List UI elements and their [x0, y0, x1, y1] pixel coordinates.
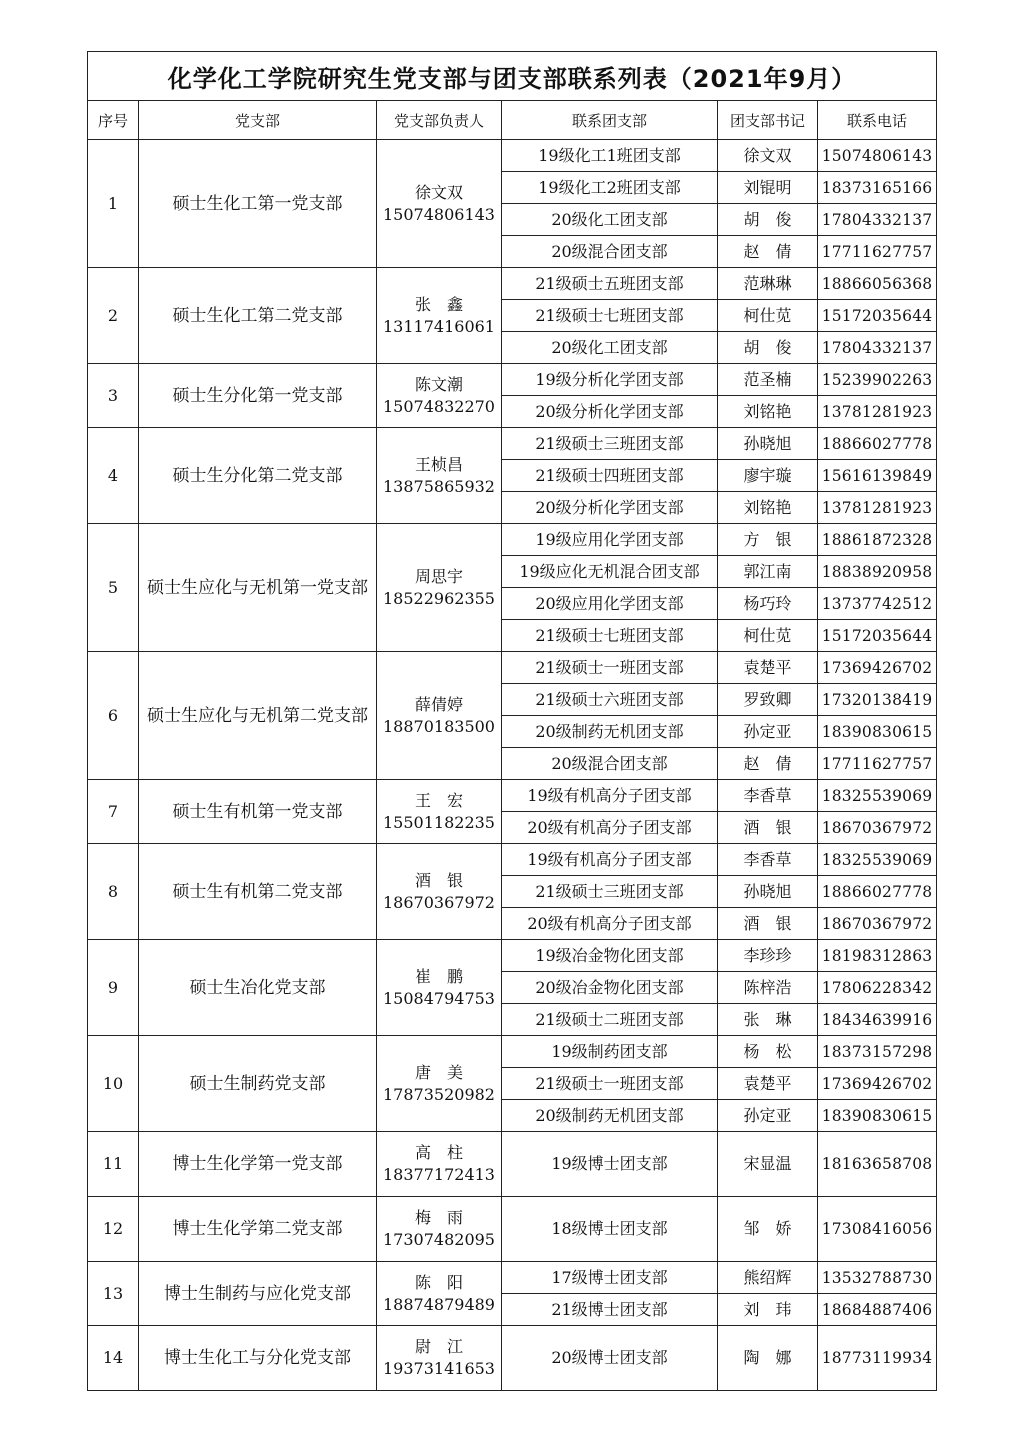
league-branch: 19级博士团支部 — [502, 1132, 718, 1197]
league-secretary: 袁楚平 — [718, 652, 818, 684]
branch-leader-cell — [377, 364, 502, 428]
contact-phone: 17320138419 — [818, 684, 937, 716]
contact-phone: 17711627757 — [818, 236, 937, 268]
branch-leader-cell — [377, 1132, 502, 1197]
league-branch: 19级化工2班团支部 — [502, 172, 718, 204]
league-branch: 20级冶金物化团支部 — [502, 972, 718, 1004]
branch-number: 12 — [88, 1197, 139, 1262]
league-secretary: 柯仕苋 — [718, 300, 818, 332]
branch-leader-phone: 15501182235 — [383, 812, 495, 832]
league-branch: 20级分析化学团支部 — [502, 396, 718, 428]
party-branch-name: 博士生制药与应化党支部 — [139, 1262, 377, 1326]
league-branch: 20级分析化学团支部 — [502, 492, 718, 524]
branch-number: 14 — [88, 1326, 139, 1391]
contact-phone: 15239902263 — [818, 364, 937, 396]
table-row — [88, 1197, 937, 1262]
league-branch: 21级硕士一班团支部 — [502, 652, 718, 684]
branch-number: 9 — [88, 940, 139, 1036]
contact-phone: 17308416056 — [818, 1197, 937, 1262]
column-header-leader: 党支部负责人 — [377, 101, 502, 140]
contact-phone: 15616139849 — [818, 460, 937, 492]
league-secretary: 刘铭艳 — [718, 396, 818, 428]
league-secretary: 袁楚平 — [718, 1068, 818, 1100]
league-secretary: 邹 娇 — [718, 1197, 818, 1262]
league-branch: 21级硕士二班团支部 — [502, 1004, 718, 1036]
branch-leader-phone: 18377172413 — [383, 1165, 495, 1184]
league-secretary: 范圣楠 — [718, 364, 818, 396]
contact-phone: 18670367972 — [818, 812, 937, 844]
league-branch: 21级硕士一班团支部 — [502, 1068, 718, 1100]
league-branch: 19级化工1班团支部 — [502, 140, 718, 172]
branch-number: 13 — [88, 1262, 139, 1326]
league-branch: 17级博士团支部 — [502, 1262, 718, 1294]
contact-phone: 15074806143 — [818, 140, 937, 172]
branch-leader-phone: 18670367972 — [383, 892, 495, 912]
branch-number: 2 — [88, 268, 139, 364]
branch-leader-cell — [377, 1197, 502, 1262]
league-branch: 19级有机高分子团支部 — [502, 780, 718, 812]
league-branch: 20级制药无机团支部 — [502, 1100, 718, 1132]
contact-phone: 18861872328 — [818, 524, 937, 556]
league-branch: 20级混合团支部 — [502, 236, 718, 268]
branch-number: 11 — [88, 1132, 139, 1197]
table-row — [88, 940, 937, 972]
table-row — [88, 652, 937, 684]
contact-phone: 15172035644 — [818, 620, 937, 652]
branch-leader-name: 徐文双 — [414, 182, 463, 202]
table-body — [88, 140, 937, 1391]
contact-phone: 18163658708 — [818, 1132, 937, 1197]
header-row — [88, 101, 937, 140]
table-row — [88, 780, 937, 812]
table-row — [88, 1036, 937, 1068]
contact-phone: 18325539069 — [818, 780, 937, 812]
league-secretary: 陈梓浩 — [718, 972, 818, 1004]
contact-phone: 18866027778 — [818, 428, 937, 460]
contact-phone: 18373165166 — [818, 172, 937, 204]
branch-leader-name: 王桢昌 — [414, 454, 463, 474]
branch-leader-cell — [377, 1036, 502, 1132]
league-branch: 20级制药无机团支部 — [502, 716, 718, 748]
contact-phone: 17369426702 — [818, 1068, 937, 1100]
contact-phone: 18373157298 — [818, 1036, 937, 1068]
league-secretary: 刘铭艳 — [718, 492, 818, 524]
party-branch-name: 硕士生化工第一党支部 — [139, 140, 377, 268]
party-branch-name: 硕士生应化与无机第一党支部 — [139, 524, 377, 652]
party-branch-name: 硕士生分化第二党支部 — [139, 428, 377, 524]
branch-leader-phone: 18874879489 — [383, 1294, 495, 1314]
party-branch-name: 博士生化工与分化党支部 — [139, 1326, 377, 1391]
branch-leader-cell — [377, 652, 502, 780]
contact-table — [87, 51, 937, 1391]
contact-phone: 18838920958 — [818, 556, 937, 588]
branch-leader-phone: 19373141653 — [383, 1359, 495, 1378]
branch-leader-name: 王 宏 — [414, 790, 463, 810]
league-secretary: 廖宇璇 — [718, 460, 818, 492]
branch-number: 3 — [88, 364, 139, 428]
branch-leader-cell — [377, 140, 502, 268]
branch-leader-name: 唐 美 — [414, 1062, 463, 1082]
contact-phone: 18198312863 — [818, 940, 937, 972]
branch-leader-phone: 18870183500 — [383, 716, 495, 736]
league-secretary: 杨巧玲 — [718, 588, 818, 620]
branch-number: 5 — [88, 524, 139, 652]
branch-leader-phone: 18522962355 — [383, 588, 495, 608]
league-secretary: 张 琳 — [718, 1004, 818, 1036]
branch-leader-name: 梅 雨 — [414, 1208, 463, 1227]
league-secretary: 刘 玮 — [718, 1294, 818, 1326]
branch-leader-phone: 15074806143 — [383, 204, 495, 224]
branch-leader-phone: 17873520982 — [383, 1084, 495, 1104]
league-secretary: 杨 松 — [718, 1036, 818, 1068]
branch-leader-cell — [377, 1262, 502, 1326]
league-secretary: 李香草 — [718, 780, 818, 812]
league-branch: 20级有机高分子团支部 — [502, 908, 718, 940]
league-secretary: 胡 俊 — [718, 204, 818, 236]
contact-phone: 18325539069 — [818, 844, 937, 876]
league-branch: 21级博士团支部 — [502, 1294, 718, 1326]
league-branch: 21级硕士三班团支部 — [502, 876, 718, 908]
contact-phone: 18390830615 — [818, 1100, 937, 1132]
league-branch: 19级应用化学团支部 — [502, 524, 718, 556]
branch-leader-name: 周思宇 — [414, 566, 463, 586]
league-secretary: 罗致卿 — [718, 684, 818, 716]
branch-leader-cell — [377, 524, 502, 652]
league-branch: 20级化工团支部 — [502, 204, 718, 236]
league-branch: 19级分析化学团支部 — [502, 364, 718, 396]
branch-leader-name: 高 柱 — [414, 1143, 463, 1162]
branch-leader-phone: 13117416061 — [383, 316, 495, 336]
branch-leader-name: 酒 银 — [414, 870, 463, 890]
league-secretary: 刘锟明 — [718, 172, 818, 204]
contact-phone: 18773119934 — [818, 1326, 937, 1391]
league-secretary: 范琳琳 — [718, 268, 818, 300]
contact-phone: 18866027778 — [818, 876, 937, 908]
column-header-phone: 联系电话 — [818, 101, 937, 140]
branch-leader-phone: 15084794753 — [383, 988, 495, 1008]
league-secretary: 赵 倩 — [718, 236, 818, 268]
league-branch: 20级混合团支部 — [502, 748, 718, 780]
league-branch: 19级应化无机混合团支部 — [502, 556, 718, 588]
league-branch: 21级硕士六班团支部 — [502, 684, 718, 716]
league-branch: 21级硕士七班团支部 — [502, 620, 718, 652]
league-secretary: 孙晓旭 — [718, 428, 818, 460]
league-secretary: 李香草 — [718, 844, 818, 876]
contact-phone: 18670367972 — [818, 908, 937, 940]
branch-leader-name: 陈文潮 — [414, 374, 463, 394]
contact-phone: 13532788730 — [818, 1262, 937, 1294]
column-header-secretary: 团支部书记 — [718, 101, 818, 140]
party-branch-name: 硕士生应化与无机第二党支部 — [139, 652, 377, 780]
league-secretary: 陶 娜 — [718, 1326, 818, 1391]
league-branch: 21级硕士三班团支部 — [502, 428, 718, 460]
league-secretary: 胡 俊 — [718, 332, 818, 364]
table-row — [88, 268, 937, 300]
contact-phone: 15172035644 — [818, 300, 937, 332]
league-branch: 21级硕士五班团支部 — [502, 268, 718, 300]
party-branch-name: 硕士生制药党支部 — [139, 1036, 377, 1132]
league-branch: 20级有机高分子团支部 — [502, 812, 718, 844]
league-branch: 20级应用化学团支部 — [502, 588, 718, 620]
contact-phone: 18866056368 — [818, 268, 937, 300]
branch-leader-name: 陈 阳 — [414, 1272, 463, 1292]
league-branch: 19级有机高分子团支部 — [502, 844, 718, 876]
contact-phone: 13737742512 — [818, 588, 937, 620]
league-secretary: 宋显温 — [718, 1132, 818, 1197]
party-branch-name: 硕士生有机第二党支部 — [139, 844, 377, 940]
branch-leader-name: 崔 鹏 — [414, 966, 463, 986]
league-secretary: 方 银 — [718, 524, 818, 556]
table-row — [88, 1326, 937, 1391]
league-branch: 21级硕士七班团支部 — [502, 300, 718, 332]
column-header-no: 序号 — [88, 101, 139, 140]
table-row — [88, 1262, 937, 1294]
league-secretary: 孙定亚 — [718, 716, 818, 748]
party-branch-name: 硕士生有机第一党支部 — [139, 780, 377, 844]
contact-phone: 13781281923 — [818, 396, 937, 428]
league-secretary: 郭江南 — [718, 556, 818, 588]
contact-phone: 18390830615 — [818, 716, 937, 748]
table-row — [88, 524, 937, 556]
branch-number: 8 — [88, 844, 139, 940]
branch-number: 1 — [88, 140, 139, 268]
branch-number: 10 — [88, 1036, 139, 1132]
branch-number: 4 — [88, 428, 139, 524]
branch-number: 7 — [88, 780, 139, 844]
column-header-branch: 党支部 — [139, 101, 377, 140]
table-row — [88, 364, 937, 396]
branch-leader-cell — [377, 844, 502, 940]
party-branch-name: 硕士生化工第二党支部 — [139, 268, 377, 364]
league-branch: 20级化工团支部 — [502, 332, 718, 364]
branch-leader-name: 尉 江 — [414, 1337, 463, 1356]
contact-phone: 17804332137 — [818, 332, 937, 364]
branch-leader-phone: 13875865932 — [383, 476, 495, 496]
league-secretary: 柯仕苋 — [718, 620, 818, 652]
league-secretary: 徐文双 — [718, 140, 818, 172]
table-row — [88, 844, 937, 876]
league-branch: 20级博士团支部 — [502, 1326, 718, 1391]
league-secretary: 孙定亚 — [718, 1100, 818, 1132]
party-branch-name: 博士生化学第一党支部 — [139, 1132, 377, 1197]
contact-phone: 17711627757 — [818, 748, 937, 780]
contact-phone: 18434639916 — [818, 1004, 937, 1036]
league-secretary: 李珍珍 — [718, 940, 818, 972]
branch-leader-name: 薛倩婷 — [414, 694, 463, 714]
league-branch: 18级博士团支部 — [502, 1197, 718, 1262]
league-secretary: 赵 倩 — [718, 748, 818, 780]
league-branch: 21级硕士四班团支部 — [502, 460, 718, 492]
table-row — [88, 1132, 937, 1197]
branch-leader-name: 张 鑫 — [414, 294, 463, 314]
contact-phone: 17369426702 — [818, 652, 937, 684]
branch-leader-phone: 15074832270 — [383, 396, 495, 416]
league-branch: 19级制药团支部 — [502, 1036, 718, 1068]
league-secretary: 酒 银 — [718, 812, 818, 844]
branch-leader-cell — [377, 1326, 502, 1391]
party-branch-name: 博士生化学第二党支部 — [139, 1197, 377, 1262]
table-row — [88, 428, 937, 460]
branch-number: 6 — [88, 652, 139, 780]
party-branch-name: 硕士生冶化党支部 — [139, 940, 377, 1036]
table-row — [88, 140, 937, 172]
column-header-league: 联系团支部 — [502, 101, 718, 140]
league-secretary: 酒 银 — [718, 908, 818, 940]
league-branch: 19级冶金物化团支部 — [502, 940, 718, 972]
league-secretary: 熊绍辉 — [718, 1262, 818, 1294]
page-title: 化学化工学院研究生党支部与团支部联系列表（2021年9月） — [88, 52, 937, 101]
branch-leader-cell — [377, 428, 502, 524]
branch-leader-cell — [377, 940, 502, 1036]
contact-phone: 17806228342 — [818, 972, 937, 1004]
league-secretary: 孙晓旭 — [718, 876, 818, 908]
branch-leader-phone: 17307482095 — [383, 1230, 495, 1249]
branch-leader-cell — [377, 780, 502, 844]
branch-leader-cell — [377, 268, 502, 364]
contact-phone: 18684887406 — [818, 1294, 937, 1326]
contact-phone: 17804332137 — [818, 204, 937, 236]
contact-phone: 13781281923 — [818, 492, 937, 524]
party-branch-name: 硕士生分化第一党支部 — [139, 364, 377, 428]
